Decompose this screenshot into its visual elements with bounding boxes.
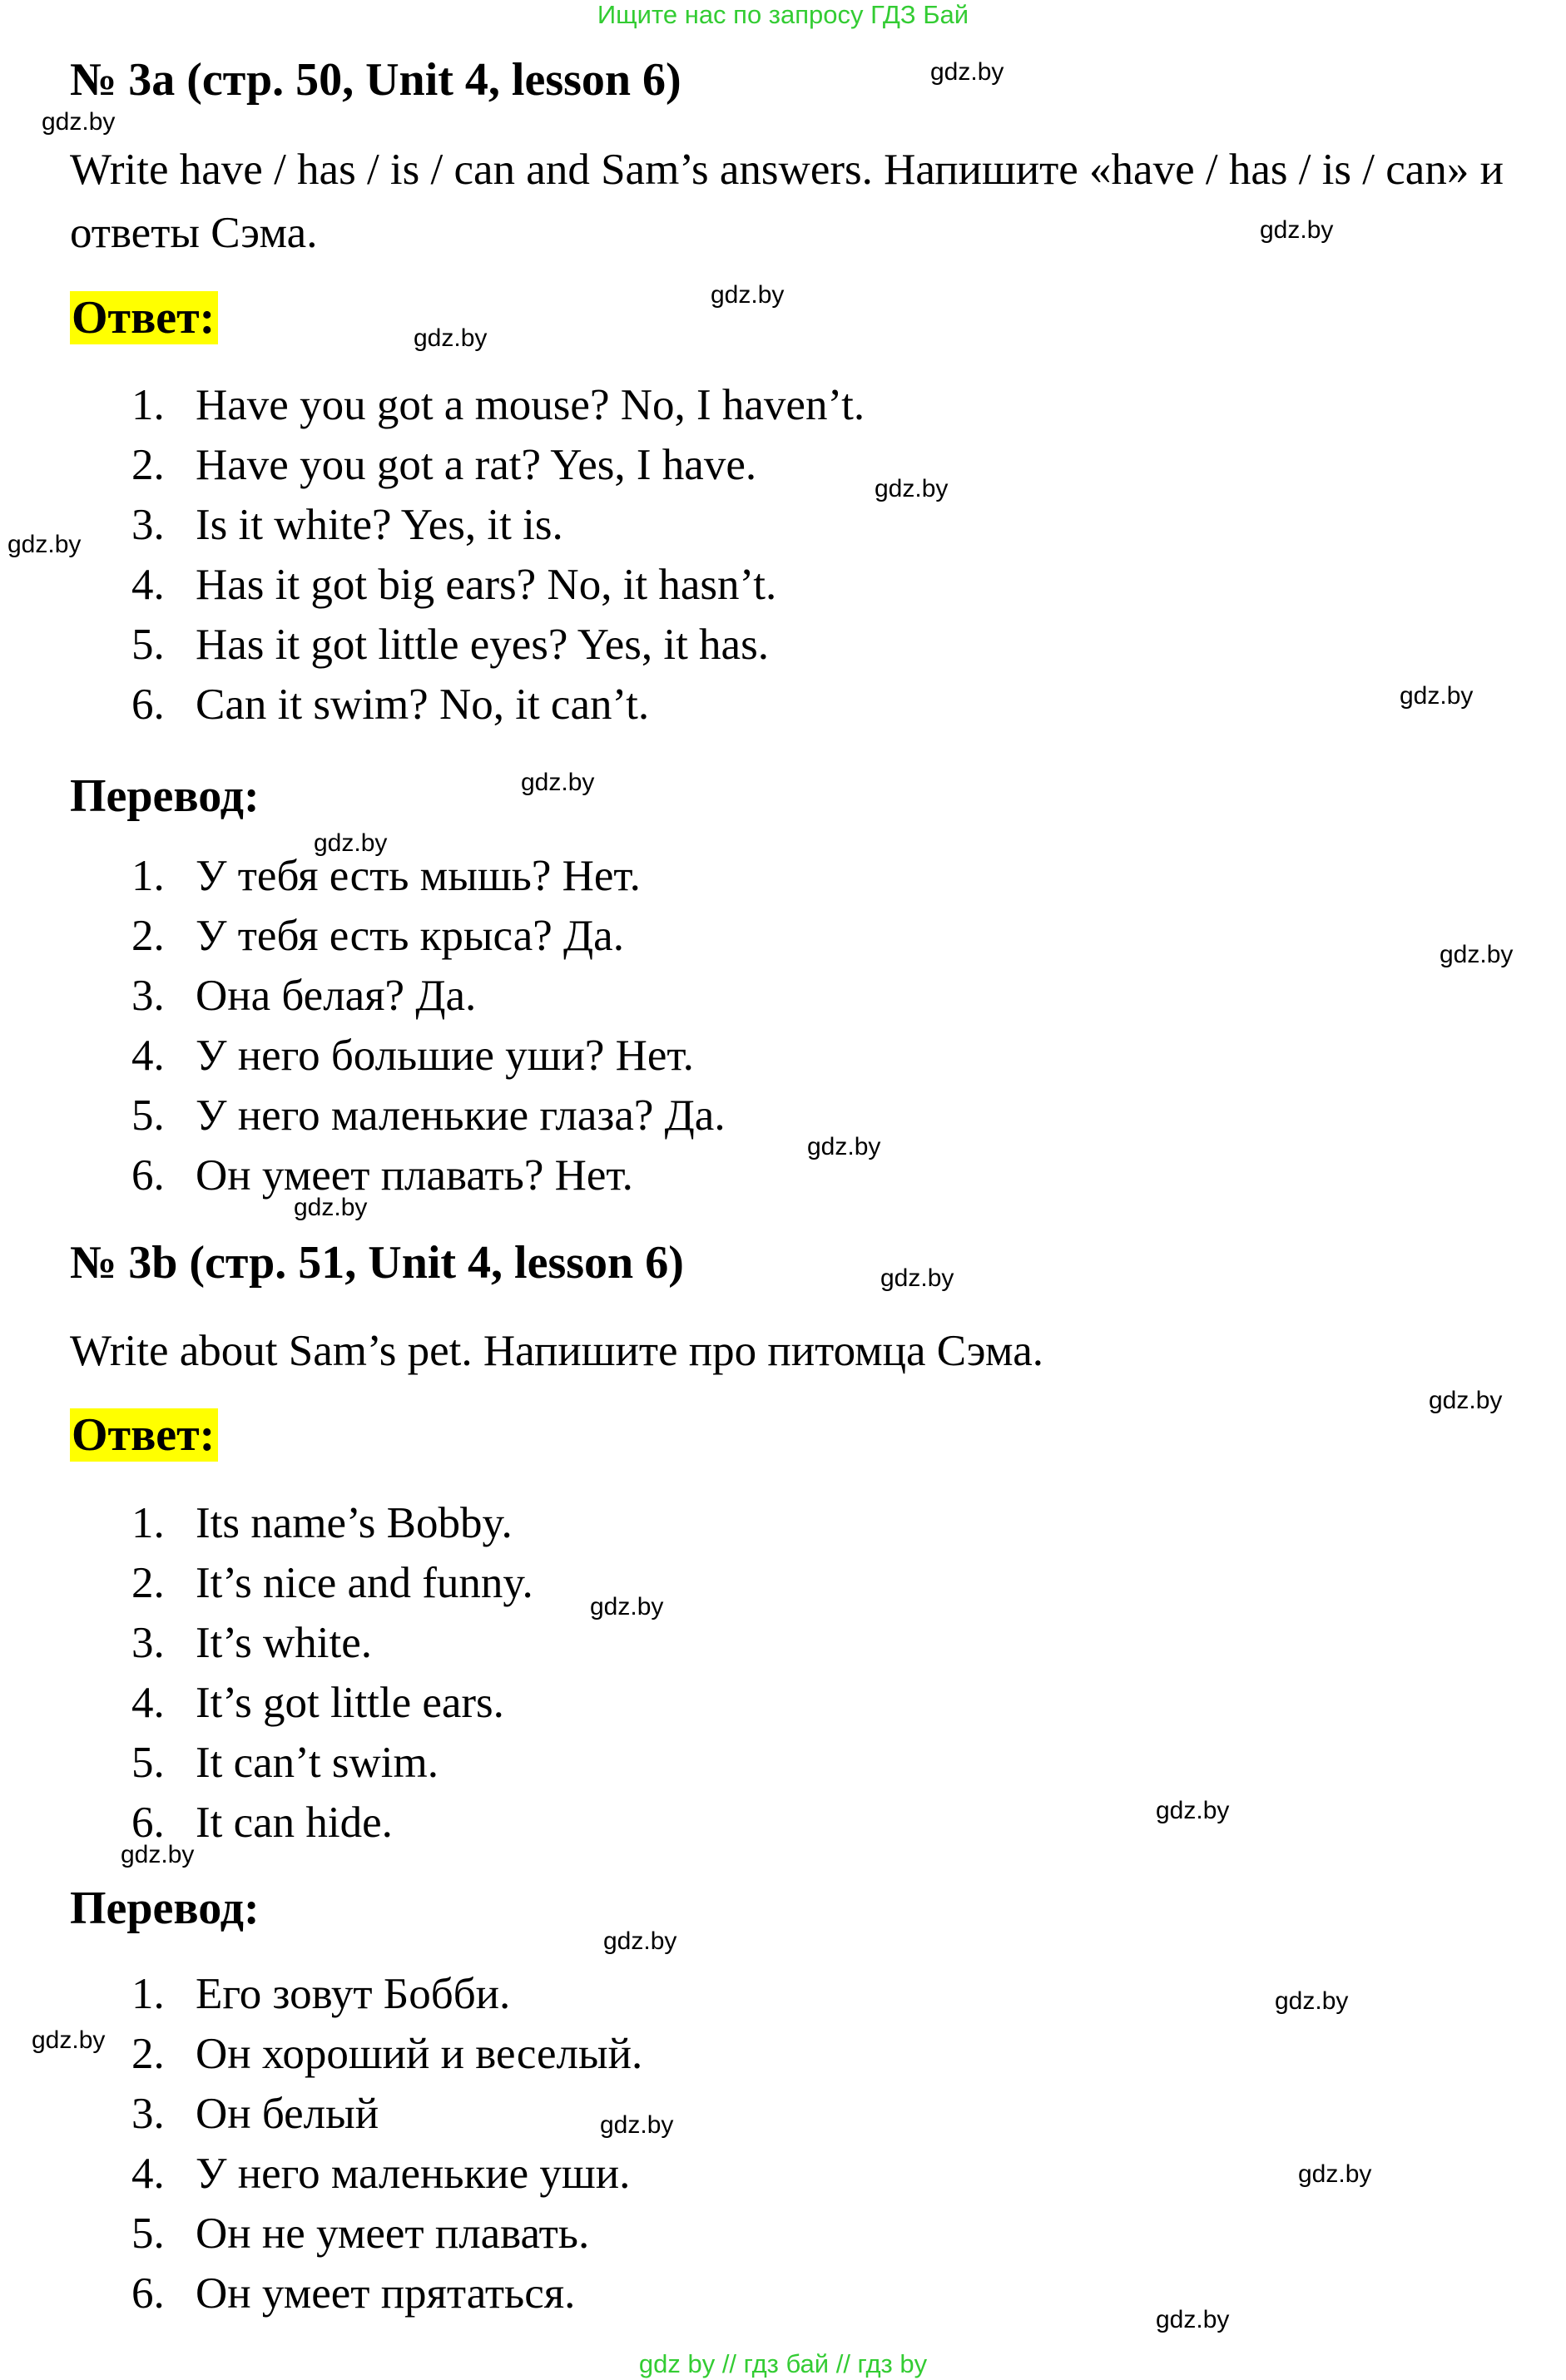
watermark: gdz.by [414,324,488,352]
list-item: 2. Have you got a rat? Yes, I have. [131,441,757,489]
watermark: gdz.by [930,58,1004,86]
list-item: 2. У тебя есть крыса? Да. [131,912,624,960]
watermark: gdz.by [711,281,785,309]
watermark: gdz.by [42,108,116,136]
watermark: gdz.by [1400,682,1474,710]
translation-label-3b: Перевод: [70,1883,260,1934]
watermark: gdz.by [294,1194,368,1221]
translation-label-3a: Перевод: [70,770,260,822]
watermark: gdz.by [1260,216,1334,244]
watermark: gdz.by [875,475,949,502]
list-item: 1. Его зовут Бобби. [131,1970,511,2018]
section-heading-3b: № 3b (стр. 51, Unit 4, lesson 6) [70,1237,684,1289]
watermark: gdz.by [1298,2160,1372,2188]
list-item: 4. У него маленькие уши. [131,2150,631,2198]
watermark: gdz.by [1156,1797,1230,1824]
answer-label-3b: Ответ: [70,1408,218,1462]
list-item: 4. It’s got little ears. [131,1679,504,1727]
watermark: gdz.by [600,2111,674,2139]
list-item: 3. Is it white? Yes, it is. [131,501,563,549]
list-item: 6. Can it swim? No, it can’t. [131,680,650,729]
list-item: 5. У него маленькие глаза? Да. [131,1091,726,1140]
watermark: gdz.by [1156,2306,1230,2333]
watermark: gdz.by [121,1841,195,1868]
list-item: 5. It can’t swim. [131,1739,439,1787]
list-item: 6. Он умеет прятаться. [131,2269,576,2318]
answer-label-3a: Ответ: [70,291,218,344]
list-item: 2. It’s nice and funny. [131,1559,533,1607]
list-item: 4. У него большие уши? Нет. [131,1032,694,1080]
task-text-3a: Write have / has / is / can and Sam’s answers. Напишите «have / has / is / can» и ответы Сэма. [70,146,1504,257]
list-item: 5. Он не умеет плавать. [131,2209,590,2258]
translation-list-3b [131,1964,642,2323]
list-item: 3. It’s white. [131,1619,372,1667]
watermark: gdz.by [521,769,595,796]
section-heading-3a: № 3a (стр. 50, Unit 4, lesson 6) [70,54,681,106]
list-item: 1. Have you got a mouse? No, I haven’t. [131,381,865,429]
watermark: gdz.by [1440,941,1514,968]
list-item: 2. Он хороший и веселый. [131,2030,643,2078]
watermark: gdz.by [7,531,82,558]
watermark: gdz.by [1429,1387,1503,1414]
list-item: 5. Has it got little eyes? Yes, it has. [131,621,769,669]
list-item: 3. Она белая? Да. [131,972,477,1020]
watermark: gdz.by [314,829,388,857]
watermark: gdz.by [32,2026,106,2054]
watermark: gdz.by [807,1133,881,1160]
watermark: gdz.by [603,1927,677,1955]
list-item: 4. Has it got big ears? No, it hasn’t. [131,561,777,609]
answer-list-3a [131,375,865,735]
watermark: gdz.by [1275,1987,1349,2015]
list-item: 6. It can hide. [131,1799,393,1847]
footer-links[interactable]: gdz by // гдз бай // гдз by [638,2349,928,2378]
list-item: 3. Он белый [131,2090,379,2138]
translation-list-3a [131,846,726,1205]
list-item: 1. У тебя есть мышь? Нет. [131,852,641,900]
watermark: gdz.by [590,1593,664,1620]
list-item: 6. Он умеет плавать? Нет. [131,1151,633,1200]
top-banner-link[interactable]: Ищите нас по запросу ГДЗ Бай [597,0,969,29]
task-text-3b: Write about Sam’s pet. Напишите про питомца Сэма. [70,1327,1043,1375]
watermark: gdz.by [880,1264,954,1292]
list-item: 1. Its name’s Bobby. [131,1499,513,1547]
answer-list-3b [131,1493,533,1853]
